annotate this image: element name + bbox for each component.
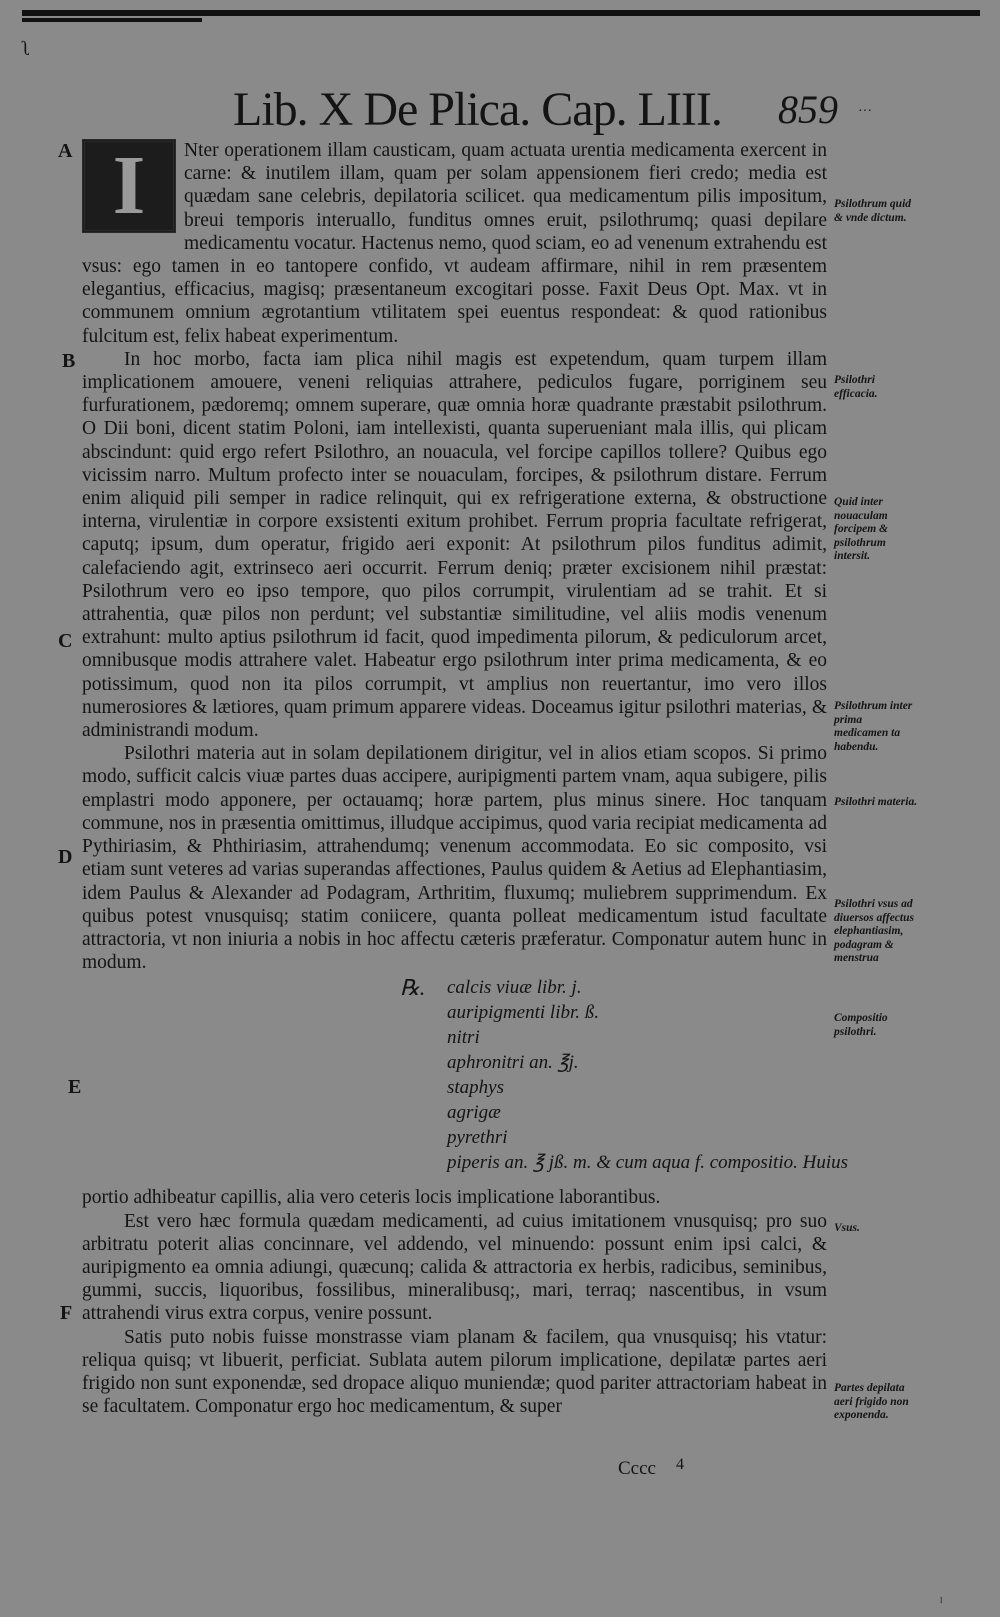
margin-note-psilothrum-quid: Psilothrum quid & vnde dictum. [834,198,912,224]
paragraph-6: Satis puto nobis fuisse monstrasse viam planam & facilem, qua vnusquisq; his vtatur: reliqua quisq; vt libuerit, perficiat. Sublata autem pilorum implicatione, depilatæ partes aeri frigido non sunt exponendæ, sed dropace aliquo muniendæ; quod pariter attractoriam habeat in se facultatem. Componatur ergo hoc medicamentum, & super [82,1326,827,1418]
paragraph-5: Est vero hæc formula quædam medicamenti, ad cuius imitationem vnusquisq; pro suo arbitratu poterit alias concinnare, vel addendo, vel minuendo: possunt enim ipsi calci, & auripigmento ea omnia adiungi, quæcunq; calida & attractoria ex herbis, radicibus, seminibus, gummi, succis, liquoribus, fossilibus, mineralibusq;, mari, terraq; nascentibus, in vsum attrahendi virus extra corpus, venire possunt. [82,1210,827,1325]
margin-note-vsus: Vsus. [834,1222,860,1234]
margin-letter-d: D [58,846,73,868]
margin-note-efficacia: Psilothri efficacia. [834,374,878,400]
title-mark: … [858,100,872,115]
margin-note-prima-medicamenta: Psilothrum inter prima medicamen ta habendu. [834,700,913,753]
margin-letter-a: A [58,140,73,162]
recipe-block [82,975,848,1184]
page-title: Lib. X De Plica. Cap. LIII. [233,83,722,136]
recipe-line: pyrethri [447,1127,508,1149]
margin-letter-b: B [62,350,76,372]
recipe-line: staphys [447,1077,504,1099]
paragraph-2: In hoc morbo, facta iam plica nihil magis est expetendum, quam turpem illam implicationem amouere, veneni reliquias attrahere, pediculos fugare, porriginem seu furfurationem, pædoremq; omnem superare, quæ omnia horæ quadrante præstabit psilothrum. O Dii boni, dicent statim Poloni, iam intellexisti, quanta superueniant mala illis, qui plicam abscindunt: quid ergo refert Psilothro, an nouacula, vel forcipe capillos tollere? Quibus ego vicissim narro. Multum profecto inter se nouaculam, forcipes, & psilothrum distare. Ferrum enim aliquid pili semper in radice relinquit, qui ex refrigeratione externa, & obstructione interna, virulentiæ in corpore exsistenti exitum prohibet. Ferrum propria facultate refrigerat, caputq; ipsum, dum operatur, frigido aeri exponit: At psilothrum pilos funditus adimit, calefaciendo agit, extrinseco aeri occurrit. Ferrum deniq; præter excisionem nihil præstat: Psilothrum vero eo ipso tempore, quo pilos corrumpit, virulentiam ad se trahit. Et si attrahentia, quæ pilos non perdunt; vel substantiæ similitudine, vel aliis modis venenum extrahunt: multo aptius psilothrum id facit, quod impedimenta pilorum, & pediculorum arcet, omnibusque modis attrahere valet. Habeatur ergo psilothrum inter prima medicamenta, & eo potissimum, quod non ita pilos corrumpit, vt amplius non reuertantur, imo vero illos numerosiores & lætiores, quam primum apparere videas. Doceamus igitur psilothri materias, & administrandi modum. [82,348,827,742]
paragraph-3: Psilothri materia aut in solam depilationem dirigitur, vel in alios etiam scopos. Si primo modo, sufficit calcis viuæ partes duas accipere, auripigmenti partem vnam, aqua subigere, pilis emplastri modo apponere, per octauamq; horæ partem, plus minus sinere. Hoc tanquam commune, nos in præsentia omittimus, illudque accipimus, quod varia recipiat medicamenta ad Pythiriasim, & Phthiriasim, attrahendumq; venenum accommodata. Eo sic composito, vsi etiam sunt veteres ad varias superandas affectiones, Paulus quidem & Aetius ad Elephantiasim, idem Paulus & Alexander ad Podagram, Arthritim, fluxumq; muliebrem supprimendum. Ex quibus potest vnusquisq; statim coniicere, quanta polleat medicamentum istud facultate attractoria, vt non iniuria a nobis in hoc affectu cæteris præferatur. Componatur autem hunc in modum. [82,743,827,974]
paragraph-1 [82,139,827,348]
recipe-line: calcis viuæ libr. j. [447,977,582,999]
recipe-line: nitri [447,1027,480,1049]
bottom-corner-mark: ˡ [940,1596,943,1611]
catchword: Cccc [618,1458,656,1479]
margin-letter-c: C [58,630,73,652]
corner-mark: ʅ [22,38,31,60]
top-rule [22,10,980,16]
margin-letter-e: E [68,1076,82,1098]
margin-note-materia: Psilothri materia. [834,796,918,808]
catch-mark: 4 [676,1456,684,1473]
top-rule-thick [22,18,202,22]
drop-cap: I [82,139,176,233]
recipe-symbol: ℞. [400,975,426,1001]
recipe-line: piperis an. ℥ jß. m. & cum aqua f. compositio. Huius [447,1152,848,1174]
page-number: 859 [778,87,838,132]
margin-note-compositio: Compositio psilothri. [834,1012,888,1038]
margin-note-vsus-affectus: Psilothri vsus ad diuersos affectus elephantiasim, podagram & menstrua [834,898,914,964]
recipe-line: agrigæ [447,1102,501,1124]
paragraph-1-text: Nter operationem illam causticam, quam actuata urentia medicamenta exercent in carne: & inutilem illam, quam per solam appensionem fieri credo; media est quædam sane celebris, depilatoria scilicet. qua medicamentum pilis impositum, breui temporis interuallo, funditus omnes eruit, psilothrumq; quasi depilare medicamentu vocatur. Hactenus nemo, quod sciam, eo ad venenum extrahendu est vsus: ego tamen in eo tantopere confido, vt audeam affirmare, nihil in rem præsentem elegantius, efficacius, magisq; præsentaneum excogitari posse. Faxit Deus Opt. Max. vt in communem omnium ægrotantium vtilitatem spei euentus respondeat: & quod rationibus fulcitum est, felix habeat experimentum. [82,140,827,347]
margin-note-partes-depilata: Partes depilata aeri frigido non exponenda. [834,1382,909,1421]
recipe-line: auripigmenti libr. ß. [447,1002,600,1024]
margin-note-inter-nouacula: Quid inter nouaculam forcipem & psilothrum intersit. [834,496,888,562]
paragraph-4: portio adhibeatur capillis, alia vero ceteris locis implicatione laborantibus. [82,1187,661,1209]
recipe-line: aphronitri an. ℥j. [447,1052,579,1074]
margin-letter-f: F [60,1302,73,1324]
main-text [82,139,848,1418]
